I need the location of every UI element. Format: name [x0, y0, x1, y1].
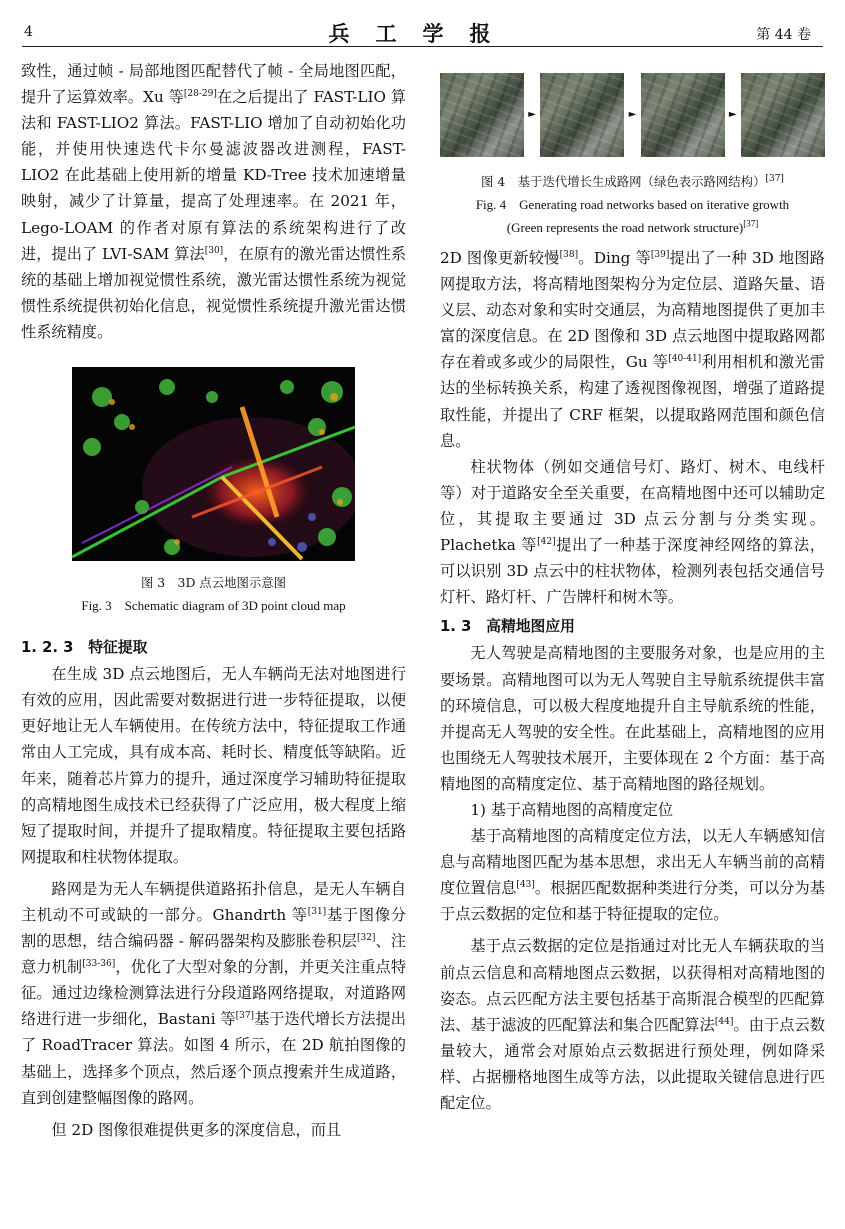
citation: [32]	[356, 933, 376, 943]
paragraph-lio: 致性，通过帧 - 局部地图匹配替代了帧 - 全局地图匹配，提升了运算效率。Xu 等[28-29]在之后提出了 FAST-LIO 算法和 FAST-LIO2 算法。FAST-LIO 增加了自动初始化功能，并使用快速迭代卡尔曼滤波器改进测程，FAST-LIO2 在此基础上使用新的增量 KD-Tree 技术加速增量映射，减少了计算量，提高了处理速率。在 2021 年，Lego-LOAM 的作者对原有算法的系统架构进行了改进，提出了 LVI-SAM 算法[30]，在原有的激光雷达惯性系统的基础上增加视觉惯性系统，激光雷达惯性系统为视觉惯性系统提供初始化信息，视觉惯性系统提升激光雷达惯性系统精度。	[21, 62, 407, 341]
paragraph-pole-objects: 柱状物体（例如交通信号灯、路灯、树木、电线杆等）对于道路安全至关重要，在高精地图中还可以辅助定位，其提取主要通过 3D 点云分割与分类实现。Plachetka 等[42]提出了一种基于深度神经网络的算法，可以识别 3D 点云中的柱状物体，检测列表包括交通信号灯杆、路灯杆、广告牌杆和树木等。	[440, 457, 825, 607]
citation: [33-36]	[82, 959, 116, 970]
page-number: 4	[24, 24, 33, 40]
arrow-icon: ►	[528, 108, 536, 120]
citation: [28-29]	[183, 89, 217, 100]
journal-title: 兵工学报	[328, 21, 517, 46]
subheading-localization: 1) 基于高精地图的高精度定位	[470, 800, 674, 819]
section-heading-1-3: 1. 3 高精地图应用	[440, 618, 575, 636]
figure-4-caption-en-2: (Green represents the road network structure)[37]	[506, 218, 759, 235]
citation: [42]	[537, 536, 556, 547]
citation: [31]	[307, 906, 327, 917]
aerial-image-2	[540, 73, 624, 157]
volume-label: 第 44 卷	[756, 27, 811, 43]
paragraph-applications: 无人驾驶是高精地图的主要服务对象，也是应用的主要场景。高精地图可以为无人驾驶自主导航系统提供丰富的环境信息，可以极大程度地提升自主导航系统的性能，并提高无人驾驶的安全性。在此基础上，高精地图的应用也围绕无人驾驶技术展开，主要体现在 2 个方面：基于高精地图的高精度定位、基于高精地图的路径规划。	[440, 644, 825, 793]
page-header	[22, 14, 823, 47]
figure-4-caption-cn: 图 4 基于迭代增长生成路网（绿色表示路网结构）[37]	[481, 173, 784, 189]
figure-3-caption-cn: 图 3 3D 点云地图示意图	[140, 575, 287, 591]
paragraph-2d-limit: 但 2D 图像很难提供更多的深度信息，而且	[51, 1120, 342, 1139]
right-column	[440, 58, 825, 1116]
arrow-icon: ►	[628, 108, 637, 120]
figure-4-caption-en-1: Fig. 4 Generating road networks based on iterative growth	[475, 197, 790, 212]
figure-3-caption-en: Fig. 3 Schematic diagram of 3D point cloud map	[81, 598, 346, 614]
citation: [38]	[559, 249, 579, 260]
paragraph-feature-extraction: 在生成 3D 点云地图后，无人车辆尚无法对地图进行有效的应用，因此需要对数据进行进一步特征提取，以便更好地让无人车辆使用。在传统方法中，特征提取工作通常由人工完成，具有成本高、耗时长、精度低等缺陷。近年来，随着芯片算力的提升，通过深度学习辅助特征提取的高精地图生成技术已经获得了广泛应用，极大程度上缩短了提取时间，并提升了提取精度。特征提取主要包括路网提取和柱状物体提取。	[21, 665, 406, 866]
citation: [37]	[765, 173, 784, 184]
paragraph-road-network: 路网是为无人车辆提供道路拓扑信息，是无人车辆自主机动不可或缺的一部分。Ghandrth 等[31]基于图像分割的思想，结合编码器 - 解码器架构及膨胀卷积层[32]、注意力机制[33-36]，优化了大型对象的分割，并更关注重点特征。通过边缘检测算法进行分段道路网络提取，对道路网络进行进一步细化，Bastani 等[37]基于迭代增长方法提出了 RoadTracer 算法。如图 4 所示，在 2D 航拍图像的基础上，选择多个顶点，然后逐个顶点搜索并生成道路，直到创建整幅图像的路网。	[21, 879, 407, 1107]
citation: [39]	[650, 249, 670, 260]
arrow-icon: ►	[728, 108, 737, 120]
section-heading-1-2-3: 1. 2. 3 特征提取	[21, 639, 148, 657]
paragraph-point-cloud-matching: 基于点云数据的定位是指通过对比无人车辆获取的当前点云信息和高精地图点云数据，以获得相对高精地图的姿态。点云匹配方法主要包括基于高斯混合模型的匹配算法、基于滤波的匹配算法和集合匹配算法[44]。由于点云数量较大，通常会对原始点云数据进行预处理，例如降采样、占据栅格地图生成等方法，以此提取关键信息进行匹配定位。	[440, 937, 826, 1112]
citation: [37]	[743, 218, 759, 229]
citation: [37]	[235, 1011, 255, 1022]
figure-4-aerial-sequence	[440, 66, 825, 164]
point-cloud-image	[72, 367, 355, 561]
citation: [43]	[516, 880, 535, 891]
citation: [44]	[714, 1016, 734, 1027]
aerial-image-3	[641, 73, 725, 157]
aerial-image-1	[440, 73, 524, 157]
paragraph-localization-method: 基于高精地图的高精度定位方法，以无人车辆感知信息与高精地图匹配为基本思想，求出无人车辆当前的高精度位置信息[43]。根据匹配数据种类进行分类，可以分为基于点云数据的定位和基于特征提取的定位。	[440, 827, 826, 924]
figure-3-point-cloud-image	[72, 367, 355, 561]
left-column	[21, 58, 406, 1143]
paragraph-3d-road: 2D 图像更新较慢[38]。Ding 等[39]提出了一种 3D 地图路网提取方法，将高精地图架构分为定位层、道路矢量、语义层、动态对象和实时交通层，为高精地图提供了更加丰富的深度信息。在 2D 图像和 3D 点云地图中提取路网都存在着或多或少的局限性，Gu 等[40-41]利用相机和激光雷达的坐标转换关系，构建了透视图像视图，增强了道路提取性能，并提出了 CRF 框架，以提取路网范围和颜色信息。	[440, 249, 825, 450]
citation: [30]	[204, 245, 224, 256]
aerial-image-4	[741, 73, 825, 157]
citation: [40-41]	[668, 354, 702, 365]
